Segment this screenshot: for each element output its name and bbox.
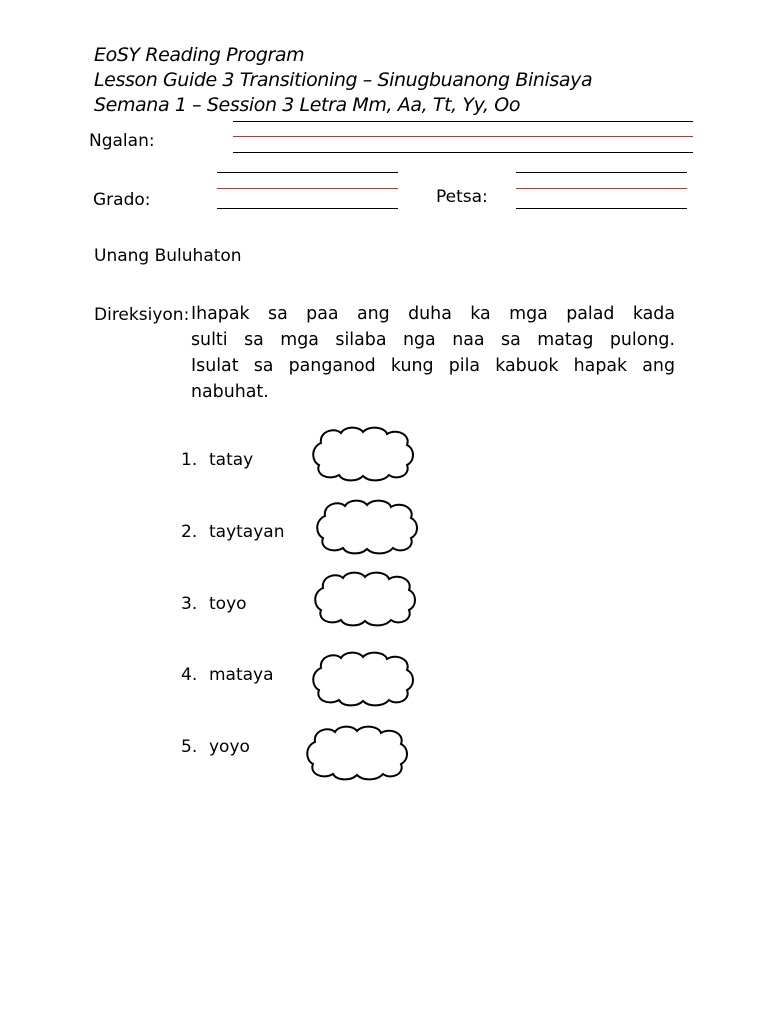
directions-line: nabuhat. [191,382,269,402]
item-word: tatay [209,450,254,470]
date-mid-line [516,188,687,189]
item-number: 2. [181,522,198,542]
cloud-answer-box[interactable] [309,650,417,708]
cloud-answer-box[interactable] [311,570,419,628]
directions-line: sulti sa mga silaba nga naa sa matag pulong. [191,330,675,350]
name-label: Ngalan: [89,131,155,151]
cloud-answer-box[interactable] [313,498,421,556]
name-top-line [233,121,693,122]
date-label: Petsa: [436,187,488,207]
item-number: 3. [181,594,198,614]
directions-line: Ihapak sa paa ang duha ka mga palad kada [191,304,675,324]
grade-top-line [217,172,398,173]
item-word: toyo [209,594,247,614]
lesson-guide-title: Lesson Guide 3 Transitioning – Sinugbuanong Binisaya [94,69,593,91]
cloud-answer-box[interactable] [303,724,411,782]
item-number: 1. [181,450,198,470]
date-base-line [516,208,687,209]
item-number: 4. [181,665,198,685]
item-word: mataya [209,665,274,685]
session-title: Semana 1 – Session 3 Letra Mm, Aa, Tt, Yy, Oo [94,94,521,116]
directions-line: Isulat sa panganod kung pila kabuok hapak ang [191,356,675,376]
date-top-line [516,172,687,173]
grade-label: Grado: [93,190,151,210]
item-word: taytayan [209,522,285,542]
item-word: yoyo [209,737,250,757]
grade-base-line [217,208,398,209]
item-number: 5. [181,737,198,757]
program-title: EoSY Reading Program [94,44,305,66]
grade-mid-line [217,188,398,189]
cloud-answer-box[interactable] [309,425,417,483]
directions-label: Direksiyon: [94,305,190,325]
activity-title: Unang Buluhaton [94,246,242,266]
name-mid-line [233,136,693,137]
name-base-line [233,152,693,153]
